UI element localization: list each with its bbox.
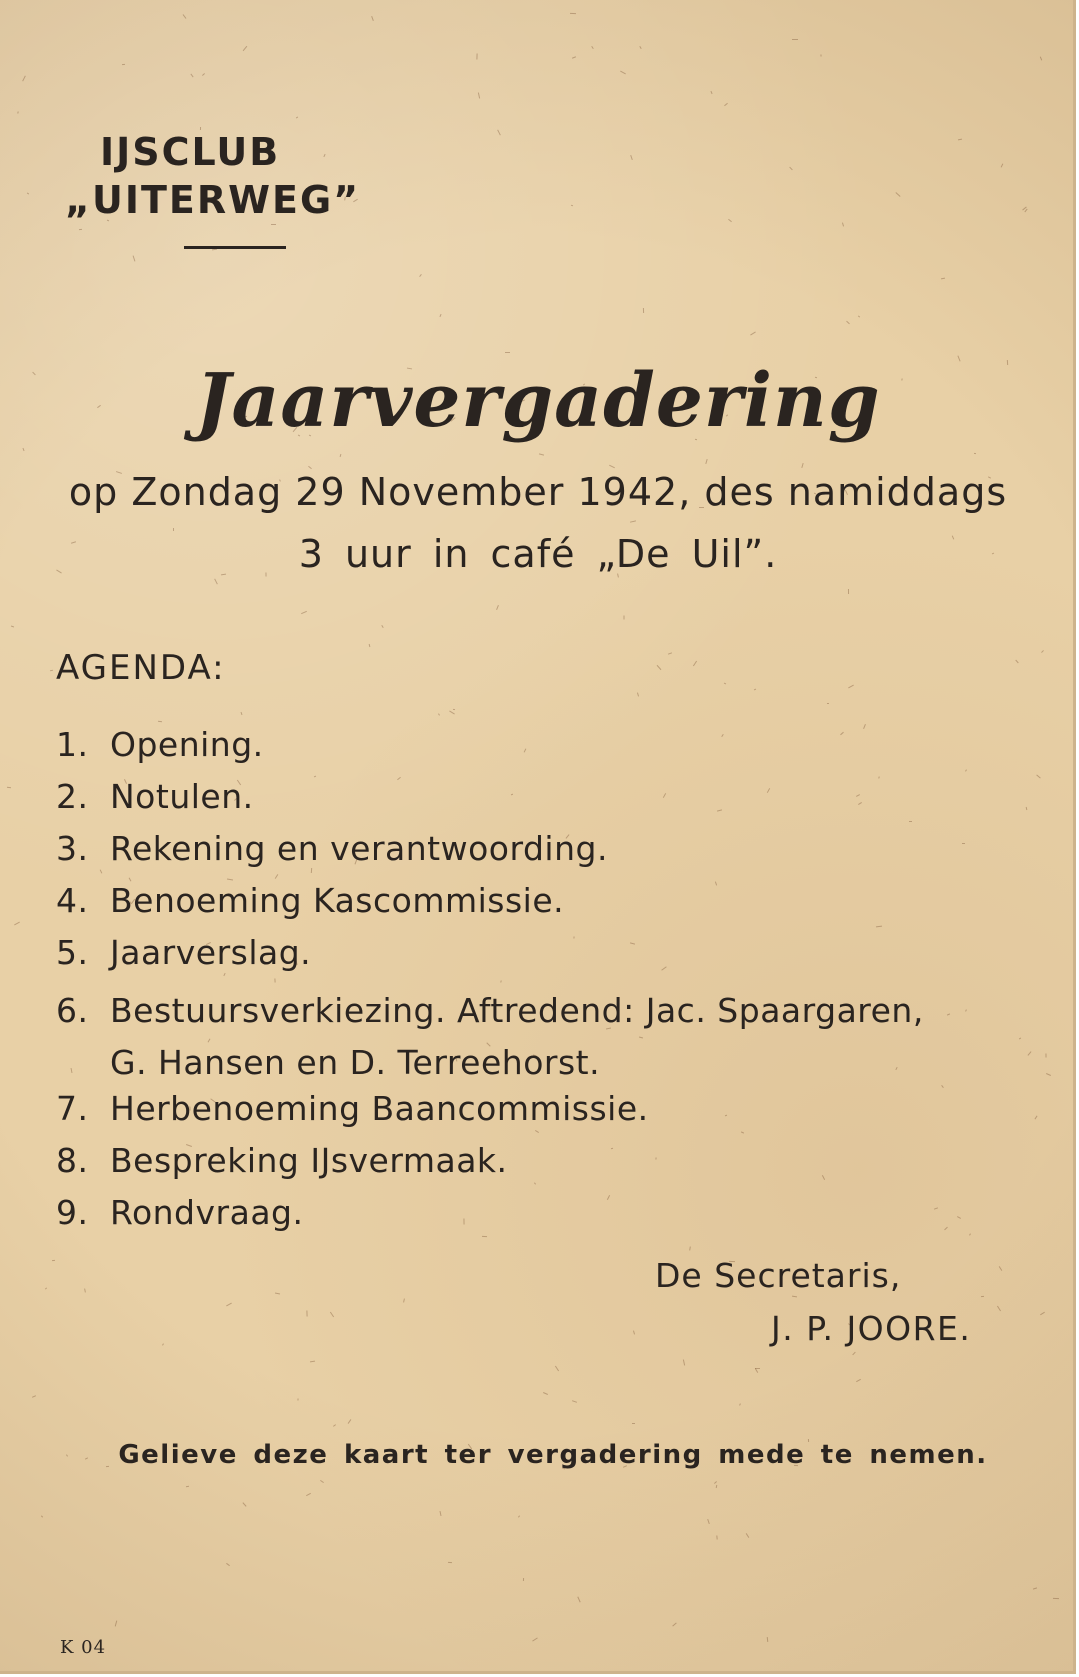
paper-fleck xyxy=(186,1486,189,1487)
paper-fleck xyxy=(639,46,641,49)
paper-fleck xyxy=(792,1296,797,1298)
agenda-item-text: Jaarverslag. xyxy=(110,932,312,972)
paper-fleck xyxy=(297,1398,298,1400)
agenda-item-number: 9. xyxy=(56,1192,89,1232)
agenda-item-number: 1. xyxy=(56,724,89,764)
club-name xyxy=(65,128,400,224)
paper-fleck xyxy=(801,463,803,468)
paper-fleck xyxy=(577,1597,580,1603)
paper-fleck xyxy=(754,689,756,691)
paper-fleck xyxy=(707,1519,710,1524)
paper-fleck xyxy=(320,1480,324,1483)
paper-fleck xyxy=(453,709,455,710)
paper-fleck xyxy=(381,625,383,628)
paper-fleck xyxy=(705,459,707,464)
paper-fleck xyxy=(115,1620,118,1626)
card-code: K 04 xyxy=(60,1637,107,1658)
paper-fleck xyxy=(668,652,672,654)
paper-fleck xyxy=(1041,650,1044,653)
paper-fleck xyxy=(214,579,218,585)
paper-fleck xyxy=(941,278,945,280)
agenda-item xyxy=(56,770,1056,822)
paper-fleck xyxy=(750,331,756,335)
paper-fleck xyxy=(724,103,728,106)
agenda-item xyxy=(56,1186,1056,1238)
agenda-item-number: 3. xyxy=(56,828,89,868)
paper-fleck xyxy=(591,46,594,49)
paper-fleck xyxy=(827,703,829,704)
agenda-item xyxy=(56,978,1056,1082)
paper-fleck xyxy=(330,1312,334,1318)
paper-fleck xyxy=(637,692,639,696)
paper-fleck xyxy=(532,1637,538,1641)
paper-fleck xyxy=(301,611,307,614)
paper-fleck xyxy=(497,130,501,136)
paper-fleck xyxy=(310,1361,315,1363)
agenda-item xyxy=(56,1134,1056,1186)
paper-fleck xyxy=(340,454,342,457)
paper-fleck xyxy=(190,74,193,78)
paper-fleck xyxy=(974,453,976,454)
paper-fleck xyxy=(478,92,480,98)
club-name-underline xyxy=(184,246,286,249)
paper-fleck xyxy=(630,520,636,522)
meeting-date-line: op Zondag 29 November 1942, des namiddags xyxy=(68,470,1008,514)
paper-fleck xyxy=(52,1260,55,1261)
paper-fleck xyxy=(523,1578,524,1581)
paper-fleck xyxy=(242,1502,246,1506)
paper-fleck xyxy=(79,229,82,230)
agenda-item-text: Bespreking IJsvermaak. xyxy=(110,1140,508,1180)
paper-fleck xyxy=(17,111,18,113)
paper-fleck xyxy=(241,712,243,715)
club-name-line1: IJSCLUB xyxy=(100,130,281,174)
paper-fleck xyxy=(41,1515,43,1517)
paper-fleck xyxy=(173,528,174,531)
agenda-item-text: Rondvraag. xyxy=(110,1192,304,1232)
paper-fleck xyxy=(419,274,422,277)
paper-fleck xyxy=(632,1423,635,1424)
paper-fleck xyxy=(746,1533,750,1538)
paper-fleck xyxy=(1040,1312,1045,1315)
agenda-item-number: 5. xyxy=(56,932,89,972)
paper-fleck xyxy=(14,922,20,926)
paper-fleck xyxy=(371,16,374,21)
paper-fleck xyxy=(11,626,14,628)
paper-fleck xyxy=(716,1535,717,1539)
agenda-item xyxy=(56,926,1056,978)
agenda-item-number: 2. xyxy=(56,776,89,816)
club-name-line2: „UITERWEG” xyxy=(65,178,361,222)
paper-fleck xyxy=(820,54,821,56)
paper-fleck xyxy=(243,46,248,51)
paper-fleck xyxy=(275,1293,280,1295)
paper-fleck xyxy=(1015,660,1018,664)
paper-fleck xyxy=(716,1485,718,1488)
paper-fleck xyxy=(496,605,499,610)
paper-fleck xyxy=(848,685,854,689)
paper-fleck xyxy=(438,713,440,715)
paper-fleck xyxy=(306,1310,307,1316)
agenda-item-text: Bestuursverkiezing. Aftredend: Jac. Spaargaren, G. Hansen en D. Terreehorst. xyxy=(110,991,924,1082)
paper-fleck xyxy=(1040,56,1042,60)
paper-fleck xyxy=(1001,163,1004,167)
paper-fleck xyxy=(333,1424,336,1427)
paper-fleck xyxy=(32,1395,36,1398)
agenda-item-number: 8. xyxy=(56,1140,89,1180)
paper-fleck xyxy=(476,53,477,59)
agenda-item-text: Benoeming Kascommissie. xyxy=(110,880,565,920)
paper-fleck xyxy=(22,448,24,451)
paper-fleck xyxy=(518,1515,520,1517)
paper-fleck xyxy=(84,1288,86,1292)
paper-fleck xyxy=(728,219,732,222)
paper-fleck xyxy=(439,1511,441,1516)
paper-fleck xyxy=(539,453,544,455)
paper-fleck xyxy=(183,14,187,19)
paper-fleck xyxy=(27,193,29,195)
agenda-item-text: Opening. xyxy=(110,724,264,764)
agenda-item xyxy=(56,1082,1056,1134)
signoff-name: J. P. JOORE. xyxy=(771,1309,972,1348)
paper-fleck xyxy=(22,76,26,82)
paper-fleck xyxy=(633,1330,635,1334)
paper-fleck xyxy=(571,205,573,207)
agenda-item-text: Rekening en verantwoording. xyxy=(110,828,608,868)
paper-fleck xyxy=(1024,209,1027,213)
agenda-item xyxy=(56,822,1056,874)
paper-fleck xyxy=(122,64,125,65)
paper-fleck xyxy=(609,465,615,469)
paper-fleck xyxy=(306,1493,311,1496)
paper-fleck xyxy=(852,1352,855,1356)
paper-fleck xyxy=(369,644,371,647)
paper-fleck xyxy=(689,1246,691,1250)
paper-fleck xyxy=(958,139,962,141)
paper-fleck xyxy=(202,73,205,76)
paper-fleck xyxy=(403,1298,405,1302)
paper-fleck xyxy=(792,39,798,40)
paper-fleck xyxy=(555,1366,559,1372)
agenda-item-number: 7. xyxy=(56,1088,89,1128)
agenda-item-number: 4. xyxy=(56,880,89,920)
paper-fleck xyxy=(50,670,53,672)
page-title: Jaarvergadering xyxy=(195,358,881,444)
paper-fleck xyxy=(767,1637,769,1642)
paper-fleck xyxy=(348,1419,352,1424)
paper-fleck xyxy=(657,665,662,670)
paper-fleck xyxy=(755,1368,760,1369)
paper-fleck xyxy=(643,308,644,313)
paper-fleck xyxy=(672,1622,676,1626)
paper-fleck xyxy=(226,1563,230,1566)
paper-fleck xyxy=(630,155,633,160)
paper-fleck xyxy=(856,1379,861,1382)
paper-fleck xyxy=(226,1303,232,1307)
agenda-item xyxy=(56,874,1056,926)
paper-fleck xyxy=(572,1400,577,1403)
agenda-item xyxy=(56,718,1056,770)
paper-fleck xyxy=(439,314,441,317)
agenda-item-text: Notulen. xyxy=(110,776,254,816)
paper-fleck xyxy=(848,589,849,594)
paper-fleck xyxy=(846,321,850,324)
paper-fleck xyxy=(724,683,726,685)
paper-fleck xyxy=(858,315,860,317)
meeting-location-line: 3 uur in café „De Uil”. xyxy=(298,532,778,576)
paper-fleck xyxy=(624,616,625,620)
paper-fleck xyxy=(710,91,712,94)
paper-fleck xyxy=(308,466,312,469)
paper-fleck xyxy=(683,1359,685,1365)
paper-fleck xyxy=(997,1306,1001,1312)
footer-note: Gelieve deze kaart ter vergadering mede te nemen. xyxy=(118,1440,988,1470)
paper-fleck xyxy=(133,255,136,261)
paper-fleck xyxy=(842,222,844,226)
paper-fleck xyxy=(162,1343,164,1345)
paper-fleck xyxy=(789,167,792,171)
paper-fleck xyxy=(1033,1587,1037,1589)
agenda-item-text: Herbenoeming Baancommissie. xyxy=(110,1088,649,1128)
paper-fleck xyxy=(7,787,11,788)
paper-fleck xyxy=(1053,1598,1059,1599)
paper-fleck xyxy=(999,1266,1003,1271)
paper-fleck xyxy=(981,1296,984,1297)
agenda-item-number: 6. xyxy=(56,991,89,1030)
paper-fleck xyxy=(572,56,576,58)
paper-fleck xyxy=(570,13,576,14)
paper-fleck xyxy=(620,71,626,75)
paper-fleck xyxy=(895,192,900,197)
paper-fleck xyxy=(271,224,276,225)
paper-fleck xyxy=(739,1403,741,1405)
paper-fleck xyxy=(543,1392,548,1395)
paper-fleck xyxy=(449,711,455,715)
signoff-role: De Secretaris, xyxy=(655,1256,902,1295)
paper-fleck xyxy=(693,661,697,667)
agenda-heading: AGENDA: xyxy=(56,648,226,688)
paper-fleck xyxy=(296,117,298,119)
paper-fleck xyxy=(45,1287,47,1289)
paper-fleck xyxy=(448,1562,452,1563)
agenda-list xyxy=(56,718,1056,1238)
paper-fleck xyxy=(505,352,510,353)
paper-fleck xyxy=(714,1481,717,1484)
